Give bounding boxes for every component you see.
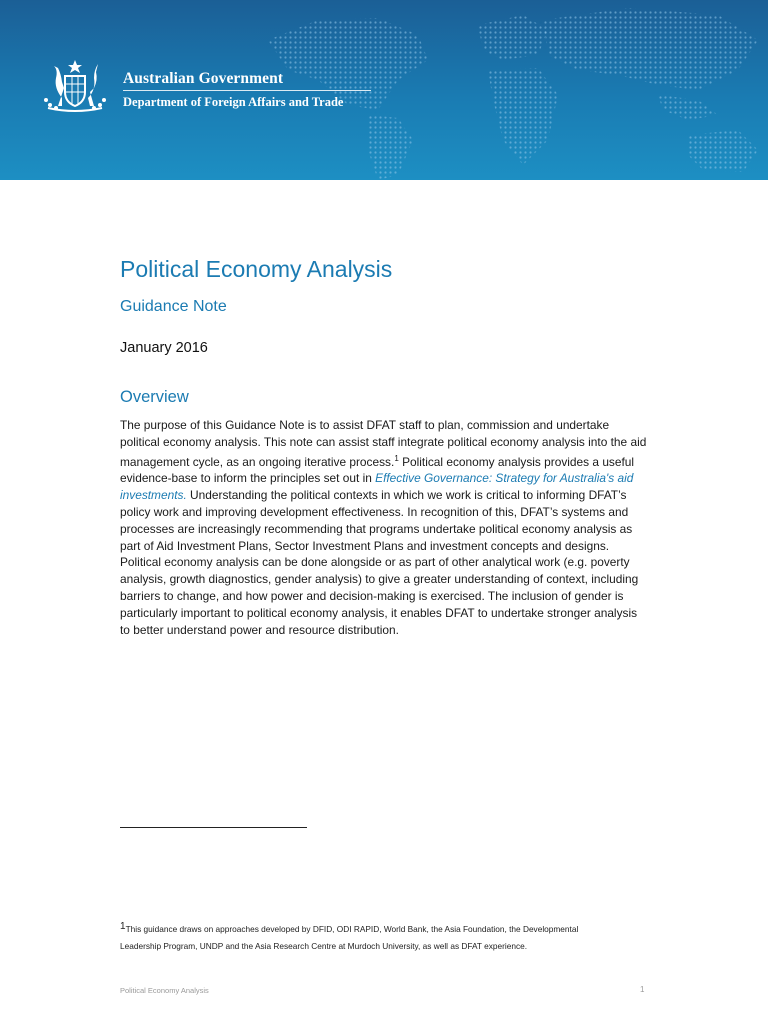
overview-text-part-2: Political economy analysis provides a useful evidence-base to inform the principles set out in (120, 454, 635, 486)
strategy-link[interactable]: Effective Governance: Strategy for Australia's aid investments. (120, 471, 634, 503)
document-subtitle: Guidance Note (120, 298, 227, 315)
coat-of-arms-icon (34, 58, 116, 114)
government-name: Australian Government (123, 70, 284, 87)
header-banner (0, 0, 768, 180)
document-date: January 2016 (120, 340, 208, 356)
footnote-number: 1 (120, 921, 126, 932)
footer-document-name: Political Economy Analysis (120, 986, 209, 995)
overview-text-part-1: The purpose of this Guidance Note is to assist DFAT staff to plan, commission and undertake political economy analysis. This note can assist staff integrate political economy analysis into the aid management cycle, as an ongoing iterative process. (120, 418, 647, 469)
footnote-divider (120, 827, 307, 828)
footnote (120, 918, 620, 955)
overview-paragraph (120, 417, 648, 638)
footnote-reference[interactable]: 1 (394, 453, 399, 463)
section-heading-overview: Overview (120, 388, 189, 406)
overview-text-part-3: Understanding the political contexts in which we work is critical to informing DFAT’s policy work and improving development effectiveness. In recognition of this, DFAT’s systems and processes are increasingly recommending that programs undertake political economy analysis as part of Aid Investment Plans, Sector Investment Plans and investment concepts and designs. Political economy analysis can be done alongside or as part of other analytical work (e.g. poverty analysis, growth diagnostics, gender analysis) to give a greater understanding of context, including barriers to change, and how power and decision-making is exercised. The inclusion of gender is particularly important to political economy analysis, it enables DFAT to undertake stronger analysis to better understand power and resource distribution. (120, 488, 639, 637)
footnote-text: This guidance draws on approaches developed by DFID, ODI RAPID, World Bank, the Asia Foundation, the Developmental Leadership Program, UNDP and the Asia Research Centre at Murdoch University, as well as DFAT experience. (120, 924, 579, 951)
footer-page-number: 1 (640, 985, 645, 994)
department-name: Department of Foreign Affairs and Trade (123, 95, 344, 109)
header-divider (123, 90, 371, 91)
document-title: Political Economy Analysis (120, 256, 393, 282)
